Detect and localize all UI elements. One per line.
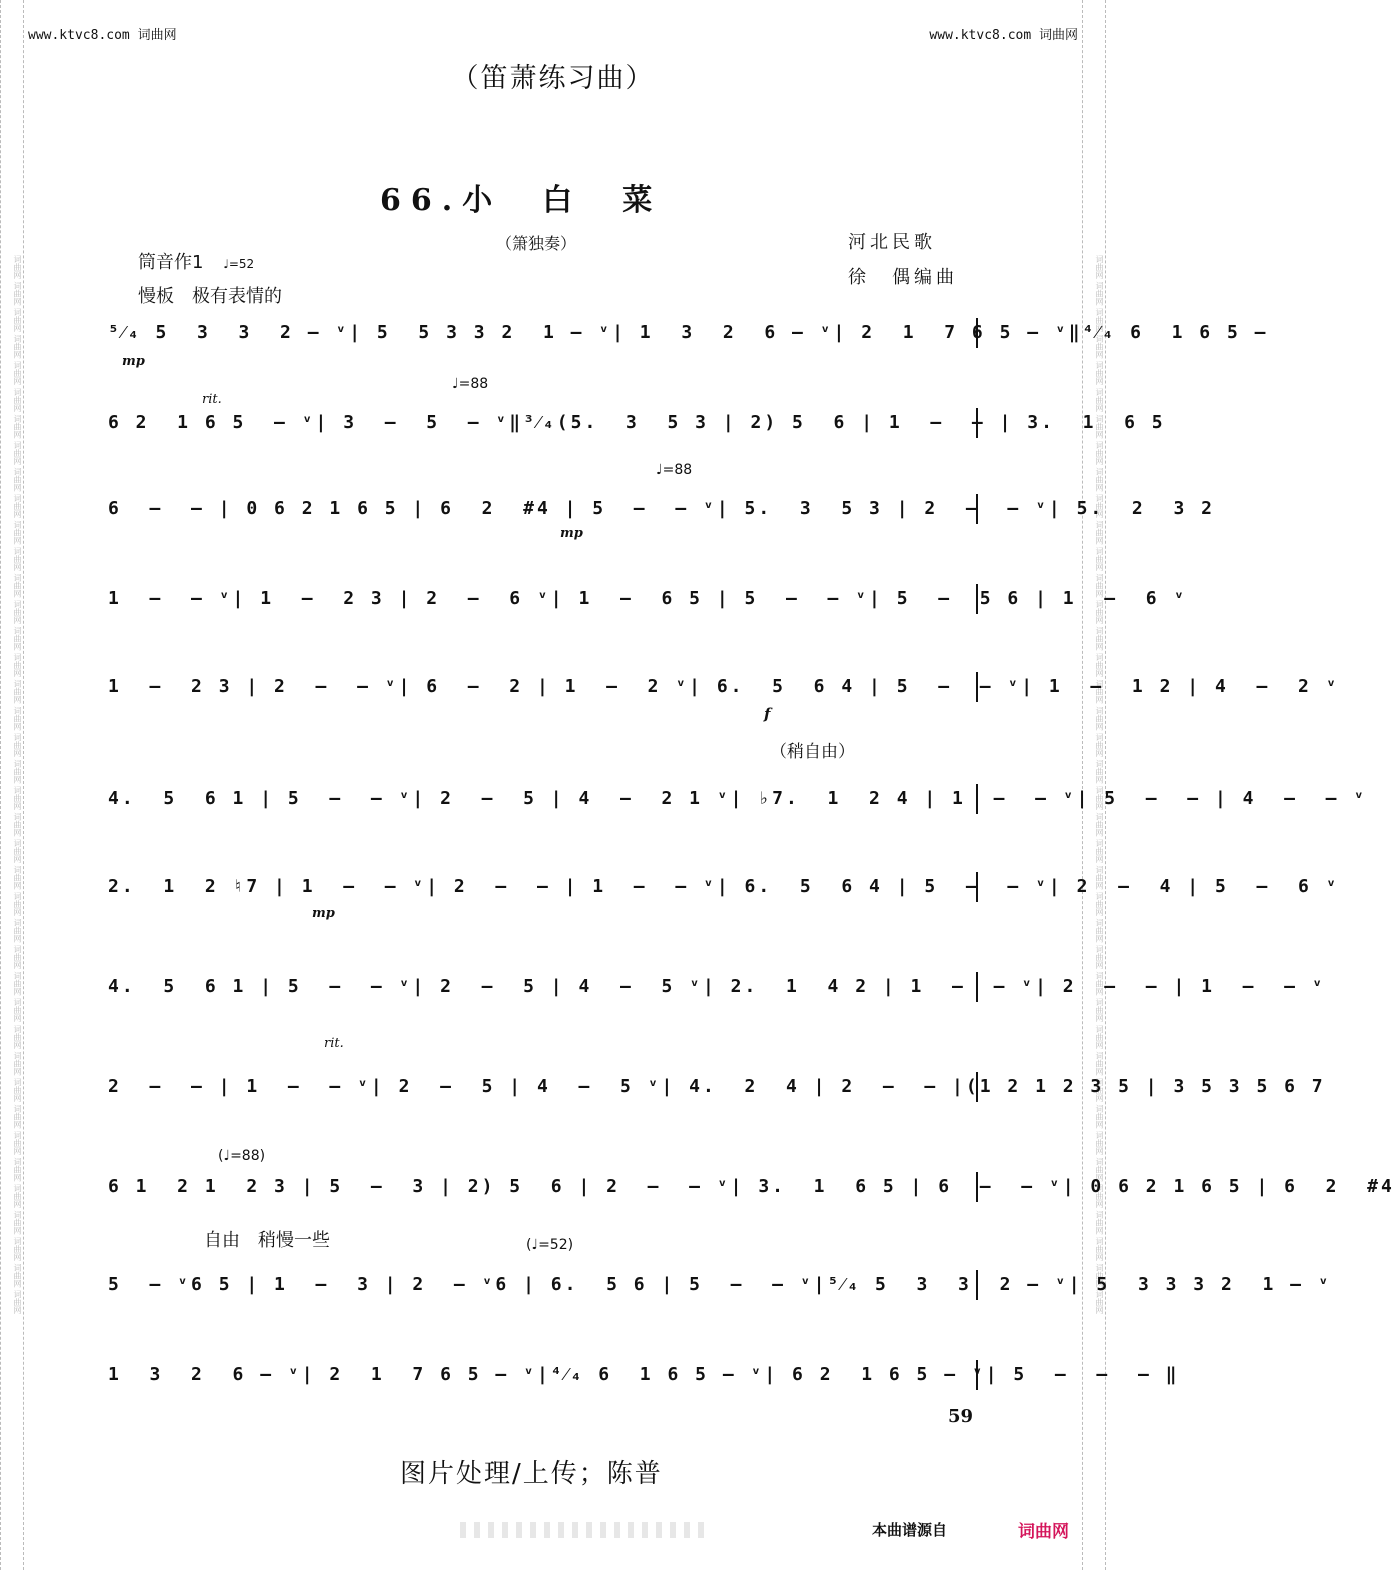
staff-line-2: 6 2 1 6 5 – ᵛ| 3 – 5 – ᵛ‖³⁄₄(5. 3 5 3 | 2) 5 6 | 1 – – | 3. 1 6 5 bbox=[108, 408, 978, 438]
rit-marking-1: rit. bbox=[202, 392, 222, 407]
staff-line-9: 2 – – | 1 – – ᵛ| 2 – 5 | 4 – 5 ᵛ| 4. 2 4 | 2 – – |(1 2 1 2 3 5 | 3 5 3 5 6 7 bbox=[108, 1072, 978, 1102]
tempo-marking-88-a: ♩=88 bbox=[452, 376, 489, 392]
free-tempo-marking: 自由 稍慢一些 bbox=[204, 1230, 330, 1251]
song-arranger: 徐 偶编曲 bbox=[848, 267, 958, 288]
left-watermark-strip: 词曲网 词曲网 词曲网 词曲网 词曲网 词曲网 词曲网 词曲网 词曲网 词曲网 词曲网 词曲网 词曲网 词曲网 词曲网 词曲网 词曲网 词曲网 词曲网 词曲网 词曲网 词曲网 词曲网 词曲网 词曲网 词曲网 词曲网 词曲网 词曲网 词曲网 词曲网 词曲网 词曲网 词曲网 词曲网 词曲网 词曲网 词曲网 词曲网 词曲网 bbox=[0, 0, 24, 1570]
staff-line-12: 1 3 2 6 – ᵛ| 2 1 7 6 5 – ᵛ|⁴⁄₄ 6 1 6 5 – ᵛ| 6 2 1 6 5 – ᵛ| 5 – – – ‖ bbox=[108, 1360, 978, 1390]
staff-line-4: 1 – – ᵛ| 1 – 2 3 | 2 – 6 ᵛ| 1 – 6 5 | 5 – – ᵛ| 5 – 5 6 | 1 – 6 ᵛ bbox=[108, 584, 978, 614]
dynamic-f-1: f bbox=[764, 705, 771, 723]
dynamic-mp-1: mp bbox=[122, 354, 145, 369]
song-title: 66.小 白 菜 bbox=[380, 183, 663, 218]
staff-line-3: 6 – – | 0 6 2 1 6 5 | 6 2 #4 | 5 – – ᵛ| 5. 3 5 3 | 2 – – ᵛ| 5. 2 3 2 bbox=[108, 494, 978, 524]
dynamic-mp-3: mp bbox=[312, 906, 335, 921]
song-origin: 河北民歌 bbox=[848, 232, 936, 253]
rubato-marking: （稍自由） bbox=[770, 742, 855, 762]
source-label: 本曲谱源自 bbox=[872, 1521, 948, 1539]
tempo-marking-88-b: ♩=88 bbox=[656, 462, 693, 478]
faint-watermark-strip bbox=[460, 1522, 710, 1538]
right-watermark-strip: 词曲网 词曲网 词曲网 词曲网 词曲网 词曲网 词曲网 词曲网 词曲网 词曲网 词曲网 词曲网 词曲网 词曲网 词曲网 词曲网 词曲网 词曲网 词曲网 词曲网 词曲网 词曲网 词曲网 词曲网 词曲网 词曲网 词曲网 词曲网 词曲网 词曲网 词曲网 词曲网 词曲网 词曲网 词曲网 词曲网 词曲网 词曲网 词曲网 词曲网 bbox=[1082, 0, 1106, 1570]
staff-line-7: 2. 1 2 ♮7 | 1 – – ᵛ| 2 – – | 1 – – ᵛ| 6. 5 6 4 | 5 – – ᵛ| 2 – 4 | 5 – 6 ᵛ bbox=[108, 872, 978, 902]
staff-line-5: 1 – 2 3 | 2 – – ᵛ| 6 – 2 | 1 – 2 ᵛ| 6. 5 6 4 | 5 – – ᵛ| 1 – 1 2 | 4 – 2 ᵛ bbox=[108, 672, 978, 702]
tempo-marking-88-c: (♩=88) bbox=[218, 1148, 266, 1164]
staff-line-1: ⁵⁄₄ 5 3 3 2 – ᵛ| 5 5 3 3 2 1 – ᵛ| 1 3 2 6 – ᵛ| 2 1 7 6 5 – ᵛ‖⁴⁄₄ 6 1 6 5 – bbox=[108, 318, 978, 348]
staff-line-8: 4. 5 6 1 | 5 – – ᵛ| 2 – 5 | 4 – 5 ᵛ| 2. 1 4 2 | 1 – – ᵛ| 2 – – | 1 – – ᵛ bbox=[108, 972, 978, 1002]
tempo-marking-52: (♩=52) bbox=[526, 1237, 574, 1253]
tempo-marking: ♩=52 bbox=[223, 257, 255, 271]
song-subtitle: （箫独奏） bbox=[496, 234, 577, 253]
header-left-site[interactable]: www.ktvc8.com 词曲网 bbox=[28, 28, 177, 43]
source-site-link[interactable]: 词曲网 bbox=[1018, 1522, 1069, 1542]
staff-line-11: 5 – ᵛ6 5 | 1 – 3 | 2 – ᵛ6 | 6. 5 6 | 5 – – ᵛ|⁵⁄₄ 5 3 3 2 – ᵛ| 5 3 3 3 2 1 – ᵛ bbox=[108, 1270, 978, 1300]
header-right-site[interactable]: www.ktvc8.com 词曲网 bbox=[929, 28, 1078, 43]
key-signature: 筒音作1 bbox=[138, 252, 204, 273]
page-number: 59 bbox=[948, 1406, 974, 1427]
expression-marking: 慢板 极有表情的 bbox=[138, 286, 282, 307]
key-and-tempo bbox=[138, 248, 254, 274]
dynamic-mp-2: mp bbox=[560, 526, 583, 541]
staff-line-10: 6 1 2 1 2 3 | 5 – 3 | 2) 5 6 | 2 – – ᵛ| 3. 1 6 5 | 6 – – ᵛ| 0 6 2 1 6 5 | 6 2 #4 bbox=[108, 1172, 978, 1202]
rit-marking-2: rit. bbox=[324, 1036, 344, 1051]
upload-credit: 图片处理/上传；陈普 bbox=[400, 1459, 663, 1489]
staff-line-6: 4. 5 6 1 | 5 – – ᵛ| 2 – 5 | 4 – 2 1 ᵛ| ♭7. 1 2 4 | 1 – – ᵛ| 5 – – | 4 – – ᵛ bbox=[108, 784, 978, 814]
collection-title: （笛萧练习曲） bbox=[451, 63, 655, 94]
